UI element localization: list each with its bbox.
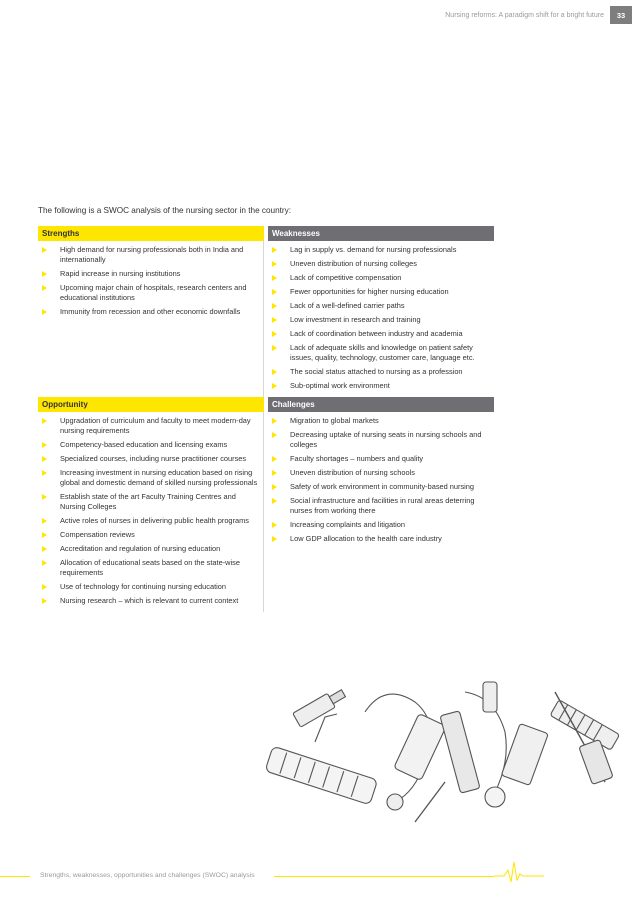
- list-item-text: Establish state of the art Faculty Training Centres and Nursing Colleges: [60, 492, 236, 511]
- swoc-header-row-bottom: [38, 397, 494, 412]
- list-item-text: Lag in supply vs. demand for nursing professionals: [290, 245, 457, 254]
- intro-text: The following is a SWOC analysis of the nursing sector in the country:: [38, 206, 292, 215]
- bullet-triangle-icon: [42, 598, 47, 604]
- bullet-triangle-icon: [272, 275, 277, 281]
- bullet-triangle-icon: [272, 418, 277, 424]
- list-item-text: Immunity from recession and other economic downfalls: [60, 307, 241, 316]
- bullet-triangle-icon: [272, 456, 277, 462]
- list-item: [38, 582, 259, 592]
- list-item: [38, 454, 259, 464]
- bullet-triangle-icon: [42, 470, 47, 476]
- challenges-list: [268, 412, 494, 612]
- list-item-text: Rapid increase in nursing institutions: [60, 269, 181, 278]
- list-item-text: The social status attached to nursing as a profession: [290, 367, 463, 376]
- list-item-text: High demand for nursing professionals both in India and internationally: [60, 245, 244, 264]
- list-item: [268, 367, 490, 377]
- swoc-body-row-bottom: [38, 412, 494, 612]
- list-item: [268, 496, 490, 516]
- bullet-triangle-icon: [42, 532, 47, 538]
- list-item: [38, 245, 259, 265]
- challenges-header: Challenges: [268, 397, 494, 412]
- list-item: [268, 245, 490, 255]
- list-item: [38, 516, 259, 526]
- list-item: [268, 430, 490, 450]
- weaknesses-list: [268, 241, 494, 397]
- bullet-triangle-icon: [272, 522, 277, 528]
- bullet-triangle-icon: [272, 303, 277, 309]
- bullet-triangle-icon: [42, 442, 47, 448]
- bullet-triangle-icon: [272, 383, 277, 389]
- list-item-text: Lack of a well-defined carrier paths: [290, 301, 405, 310]
- list-item-text: Uneven distribution of nursing colleges: [290, 259, 417, 268]
- strengths-list: [38, 241, 264, 397]
- bullet-triangle-icon: [272, 432, 277, 438]
- bullet-triangle-icon: [42, 456, 47, 462]
- bullet-triangle-icon: [42, 247, 47, 253]
- list-item-text: Upgradation of curriculum and faculty to meet modern-day nursing requirements: [60, 416, 251, 435]
- list-item-text: Fewer opportunities for higher nursing education: [290, 287, 449, 296]
- swoc-body-row-top: [38, 241, 494, 397]
- bullet-triangle-icon: [272, 247, 277, 253]
- running-header-title: Nursing reforms: A paradigm shift for a bright future: [445, 12, 604, 19]
- list-item-text: Low investment in research and training: [290, 315, 421, 324]
- list-item: [268, 287, 490, 297]
- list-item-text: Low GDP allocation to the health care industry: [290, 534, 442, 543]
- list-item: [38, 283, 259, 303]
- bullet-triangle-icon: [42, 494, 47, 500]
- list-item: [268, 482, 490, 492]
- bullet-triangle-icon: [272, 289, 277, 295]
- list-item: [38, 530, 259, 540]
- list-item-text: Competency-based education and licensing exams: [60, 440, 228, 449]
- list-item-text: Increasing complaints and litigation: [290, 520, 406, 529]
- bullet-triangle-icon: [272, 317, 277, 323]
- bullet-triangle-icon: [272, 261, 277, 267]
- list-item: [268, 329, 490, 339]
- list-item-text: Decreasing uptake of nursing seats in nursing schools and colleges: [290, 430, 482, 449]
- bullet-triangle-icon: [42, 560, 47, 566]
- swoc-table: [38, 226, 494, 612]
- bullet-triangle-icon: [42, 584, 47, 590]
- bullet-triangle-icon: [272, 484, 277, 490]
- medical-instruments-illustration: [255, 672, 635, 832]
- bullet-triangle-icon: [42, 285, 47, 291]
- list-item-text: Compensation reviews: [60, 530, 135, 539]
- list-item-text: Safety of work environment in community-based nursing: [290, 482, 475, 491]
- list-item: [268, 454, 490, 464]
- list-item: [268, 259, 490, 269]
- footer-rule-right: [274, 876, 494, 877]
- list-item: [268, 273, 490, 283]
- bullet-triangle-icon: [272, 345, 277, 351]
- list-item: [268, 468, 490, 478]
- list-item: [268, 381, 490, 391]
- list-item-text: Increasing investment in nursing education based on rising global and domestic demand of skilled nursing professionals: [60, 468, 258, 487]
- list-item: [268, 301, 490, 311]
- list-item-text: Allocation of educational seats based on the state-wise requirements: [60, 558, 240, 577]
- list-item: [268, 520, 490, 530]
- list-item-text: Specialized courses, including nurse practitioner courses: [60, 454, 247, 463]
- bullet-triangle-icon: [42, 518, 47, 524]
- list-item-text: Nursing research – which is relevant to current context: [60, 596, 239, 605]
- list-item-text: Lack of adequate skills and knowledge on patient safety issues, quality, technology, customer care, language etc.: [290, 343, 475, 362]
- list-item: [38, 492, 259, 512]
- list-item: [38, 558, 259, 578]
- footer-section-title: Strengths, weaknesses, opportunities and challenges (SWOC) analysis: [40, 872, 255, 879]
- list-item-text: Use of technology for continuing nursing education: [60, 582, 226, 591]
- weaknesses-header: Weaknesses: [268, 226, 494, 241]
- list-item: [38, 416, 259, 436]
- list-item: [268, 416, 490, 426]
- list-item: [38, 468, 259, 488]
- list-item: [38, 596, 259, 606]
- list-item-text: Lack of competitive compensation: [290, 273, 402, 282]
- list-item: [38, 269, 259, 279]
- bullet-triangle-icon: [272, 331, 277, 337]
- bullet-triangle-icon: [272, 536, 277, 542]
- list-item: [268, 534, 490, 544]
- opportunity-header: Opportunity: [38, 397, 264, 412]
- strengths-header: Strengths: [38, 226, 264, 241]
- list-item-text: Migration to global markets: [290, 416, 379, 425]
- bullet-triangle-icon: [272, 498, 277, 504]
- list-item: [268, 315, 490, 325]
- swoc-header-row-top: [38, 226, 494, 241]
- bullet-triangle-icon: [272, 369, 277, 375]
- opportunity-list: [38, 412, 264, 612]
- list-item-text: Active roles of nurses in delivering public health programs: [60, 516, 249, 525]
- list-item-text: Upcoming major chain of hospitals, research centers and educational institutions: [60, 283, 247, 302]
- heartbeat-pulse-icon: [494, 858, 638, 886]
- list-item: [268, 343, 490, 363]
- list-item: [38, 307, 259, 317]
- bullet-triangle-icon: [42, 271, 47, 277]
- page-number: 33: [610, 6, 632, 24]
- list-item-text: Faculty shortages – numbers and quality: [290, 454, 424, 463]
- list-item-text: Uneven distribution of nursing schools: [290, 468, 415, 477]
- list-item: [38, 544, 259, 554]
- list-item-text: Social infrastructure and facilities in rural areas deterring nurses from working there: [290, 496, 475, 515]
- bullet-triangle-icon: [42, 309, 47, 315]
- footer-rule-left: [0, 876, 30, 877]
- list-item-text: Sub-optimal work environment: [290, 381, 390, 390]
- list-item-text: Lack of coordination between industry and academia: [290, 329, 463, 338]
- bullet-triangle-icon: [42, 546, 47, 552]
- list-item: [38, 440, 259, 450]
- bullet-triangle-icon: [272, 470, 277, 476]
- list-item-text: Accreditation and regulation of nursing education: [60, 544, 221, 553]
- bullet-triangle-icon: [42, 418, 47, 424]
